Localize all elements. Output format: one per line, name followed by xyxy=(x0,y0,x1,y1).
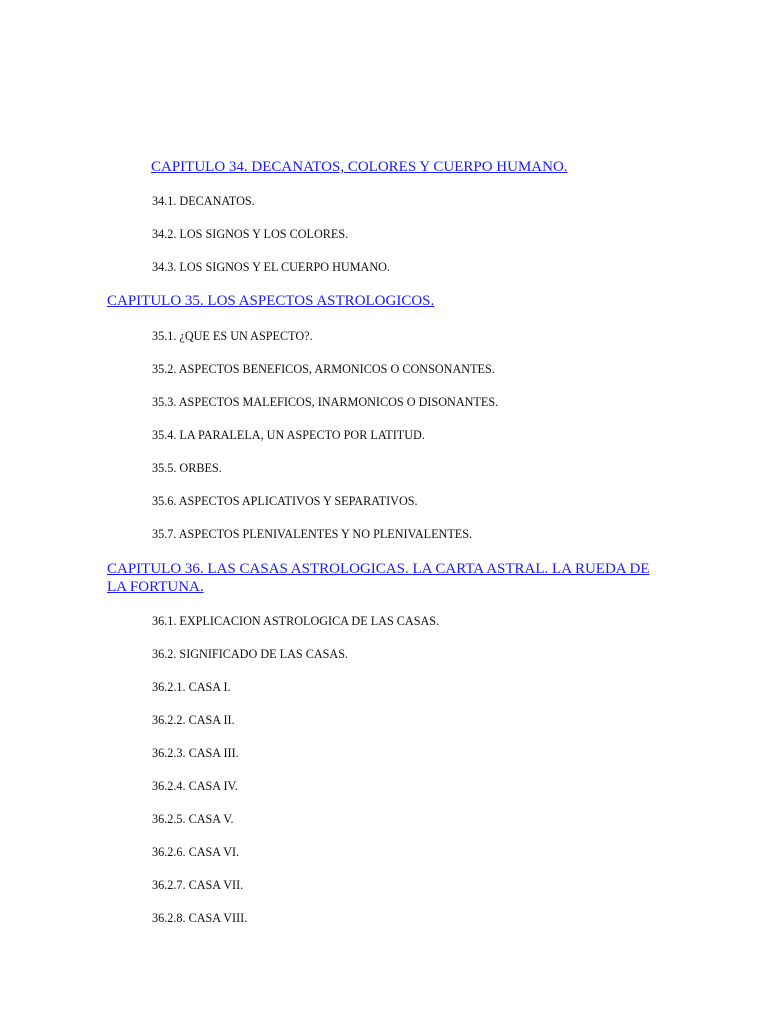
toc-item-34-1: 34.1. DECANATOS. xyxy=(152,194,255,208)
toc-item-35-3: 35.3. ASPECTOS MALEFICOS, INARMONICOS O DISONANTES. xyxy=(152,395,499,409)
toc-item-36-2-1: 36.2.1. CASA I. xyxy=(152,680,231,694)
chapter-34-link[interactable]: CAPITULO 34. DECANATOS, COLORES Y CUERPO HUMANO. xyxy=(151,159,568,175)
toc-item-35-5: 35.5. ORBES. xyxy=(152,461,222,475)
toc-item-36-2-2: 36.2.2. CASA II. xyxy=(152,713,235,727)
chapter-35-link[interactable]: CAPITULO 35. LOS ASPECTOS ASTROLOGICOS. xyxy=(107,293,435,309)
toc-item-34-2: 34.2. LOS SIGNOS Y LOS COLORES. xyxy=(152,227,349,241)
toc-item-34-3: 34.3. LOS SIGNOS Y EL CUERPO HUMANO. xyxy=(152,260,391,274)
toc-item-36-2-8: 36.2.8. CASA VIII. xyxy=(152,911,248,925)
toc-item-35-7: 35.7. ASPECTOS PLENIVALENTES Y NO PLENIVALENTES. xyxy=(152,527,473,541)
toc-item-36-2-3: 36.2.3. CASA III. xyxy=(152,746,239,760)
toc-item-36-2-6: 36.2.6. CASA VI. xyxy=(152,845,240,859)
toc-item-36-2-5: 36.2.5. CASA V. xyxy=(152,812,234,826)
toc-item-36-2: 36.2. SIGNIFICADO DE LAS CASAS. xyxy=(152,647,349,661)
toc-item-35-1: 35.1. ¿QUE ES UN ASPECTO?. xyxy=(152,329,313,343)
toc-item-36-1: 36.1. EXPLICACION ASTROLOGICA DE LAS CASAS. xyxy=(152,614,440,628)
toc-item-35-6: 35.6. ASPECTOS APLICATIVOS Y SEPARATIVOS. xyxy=(152,494,418,508)
chapter-36-link[interactable]: CAPITULO 36. LAS CASAS ASTROLOGICAS. LA CARTA ASTRAL. LA RUEDA DE LA FORTUNA. xyxy=(107,561,650,595)
toc-item-36-2-7: 36.2.7. CASA VII. xyxy=(152,878,244,892)
toc-item-36-2-4: 36.2.4. CASA IV. xyxy=(152,779,238,793)
toc-item-35-2: 35.2. ASPECTOS BENEFICOS, ARMONICOS O CONSONANTES. xyxy=(152,362,495,376)
toc-item-35-4: 35.4. LA PARALELA, UN ASPECTO POR LATITUD. xyxy=(152,428,425,442)
